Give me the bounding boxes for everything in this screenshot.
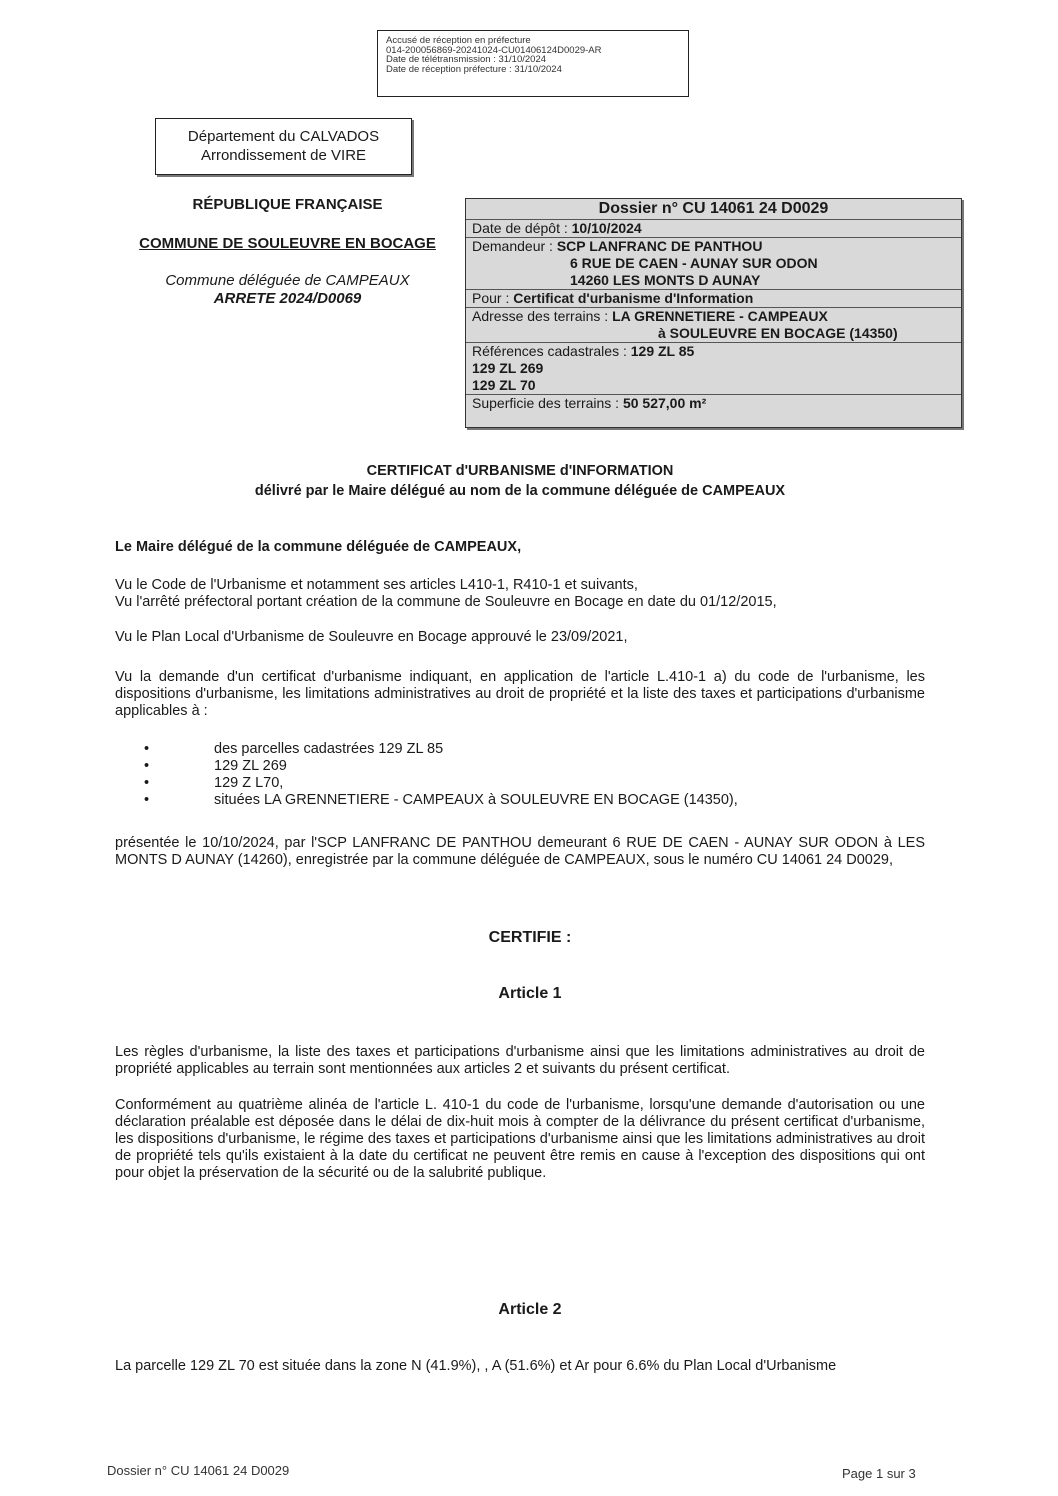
pour-row [466, 290, 961, 308]
superficie-value: 50 527,00 m² [622, 395, 707, 411]
superficie-row [466, 395, 961, 412]
depot-row [466, 220, 961, 238]
vu-paragraph: Vu l'arrêté préfectoral portant création de la commune de Souleuvre en Bocage en date du 01/12/2015, [115, 594, 777, 610]
stamp-line: Date de réception préfecture : 31/10/2024 [386, 63, 562, 75]
stamp-line: Date de télétransmission : 31/10/2024 [386, 54, 547, 65]
demandeur-row [466, 238, 961, 290]
depot-value: 10/10/2024 [571, 220, 642, 236]
bullet-icon: • [144, 775, 150, 791]
arrete-number: ARRETE 2024/D0069 [213, 290, 362, 307]
dossier-box [465, 198, 962, 428]
bullet-icon: • [144, 741, 150, 757]
list-item-text: situées LA GRENNETIERE - CAMPEAUX à SOULEUVRE EN BOCAGE (14350), [214, 792, 738, 808]
adresse-label: Adresse des terrains : [472, 308, 613, 324]
pour-value: Certificat d'urbanisme d'Information [513, 290, 754, 306]
certificat-title: CERTIFICAT d'URBANISME d'INFORMATION [366, 463, 674, 479]
article-1-paragraph: Conformément au quatrième alinéa de l'article L. 410-1 du code de l'urbanisme, lorsqu'une demande d'autorisation ou une déclaration préalable est déposée dans le délai de dix-huit mois à compter de la délivrance du présent certificat d'urbanisme, les dispositions d'urbanisme, le régime des taxes et participations d'urbanisme ainsi que les limitations administratives au droit de propriété tels qu'ils existaient à la date du certificat ne peuvent être remis en cause à l'exception des dispositions qui ont pour objet la préservation de la sécurité ou de la salubrité publique. [115, 1097, 925, 1181]
commune-heading: COMMUNE DE SOULEUVRE EN BOCAGE [139, 235, 436, 252]
adresse-value-line2: à SOULEUVRE EN BOCAGE (14350) [658, 325, 898, 341]
list-item [140, 758, 920, 775]
list-item [140, 792, 920, 809]
vu-demande-paragraph: Vu la demande d'un certificat d'urbanisme indiquant, en application de l'article L.410-1 a) du code de l'urbanisme, les dispositions d'urbanisme, les limitations administratives au droit de propriété et la liste des taxes et participations d'urbanisme applicables à : [115, 669, 925, 719]
certificat-subtitle: délivré par le Maire délégué au nom de la commune déléguée de CAMPEAUX [254, 483, 786, 499]
vu-paragraph: Vu le Plan Local d'Urbanisme de Souleuvre en Bocage approuvé le 23/09/2021, [115, 629, 628, 645]
demandeur-name: SCP LANFRANC DE PANTHOU [556, 238, 763, 254]
dossier-title: Dossier n° CU 14061 24 D0029 [466, 199, 961, 220]
demandeur-address-line: 6 RUE DE CAEN - AUNAY SUR ODON [570, 255, 818, 271]
article-2-paragraph: La parcelle 129 ZL 70 est située dans la zone N (41.9%), , A (51.6%) et Ar pour 6.6% du Plan Local d'Urbanisme [115, 1358, 837, 1374]
list-item-text: 129 ZL 269 [214, 758, 287, 774]
superficie-label: Superficie des terrains : [472, 395, 623, 411]
bullet-icon: • [144, 792, 150, 808]
vu-paragraph: Vu le Code de l'Urbanisme et notamment ses articles L410-1, R410-1 et suivants, [115, 577, 638, 593]
reference-value: 129 ZL 70 [472, 377, 536, 393]
list-item [140, 741, 920, 758]
footer-dossier: Dossier n° CU 14061 24 D0029 [107, 1463, 290, 1478]
intro-paragraph: Le Maire délégué de la commune déléguée de CAMPEAUX, [115, 539, 522, 555]
article-1-paragraph: Les règles d'urbanisme, la liste des taxes et participations d'urbanisme ainsi que les limitations administratives au droit de propriété applicables au terrain sont mentionnées aux articles 2 et suivants du présent certificat. [115, 1044, 925, 1077]
list-item-text: des parcelles cadastrées 129 ZL 85 [214, 741, 444, 757]
bullet-icon: • [144, 758, 150, 774]
list-item [140, 775, 920, 792]
references-row [466, 343, 961, 395]
presentee-paragraph: présentée le 10/10/2024, par l'SCP LANFRANC DE PANTHOU demeurant 6 RUE DE CAEN - AUNAY SUR ODON à LES MONTS D AUNAY (14260), enregistrée par la commune déléguée de CAMPEAUX, sous le numéro CU 14061 24 D0029, [115, 835, 925, 868]
stamp-line: 014-200056869-20241024-CU01406124D0029-AR [386, 44, 602, 56]
list-item-text: 129 Z L70, [214, 775, 284, 791]
adresse-row [466, 308, 961, 343]
reference-value: 129 ZL 85 [630, 343, 695, 359]
article-2-heading: Article 2 [498, 1301, 562, 1318]
adresse-value: LA GRENNETIERE - CAMPEAUX [612, 308, 828, 324]
republique-heading: RÉPUBLIQUE FRANÇAISE [192, 196, 383, 213]
parcel-list [140, 741, 920, 809]
prefecture-receipt-stamp [377, 30, 689, 97]
demandeur-address-line: 14260 LES MONTS D AUNAY [570, 272, 761, 288]
certifie-heading: CERTIFIE : [488, 929, 572, 946]
demandeur-label: Demandeur : [472, 238, 557, 254]
commune-deleguee-label: Commune déléguée de CAMPEAUX [165, 272, 410, 289]
departement-label: Département du CALVADOS [187, 128, 380, 145]
depot-label: Date de dépôt : [472, 220, 572, 236]
reference-value: 129 ZL 269 [472, 360, 544, 376]
pour-label: Pour : [472, 290, 514, 306]
departement-box [155, 118, 412, 175]
footer-page-number: Page 1 sur 3 [842, 1466, 916, 1481]
article-1-heading: Article 1 [498, 985, 562, 1002]
arrondissement-label: Arrondissement de VIRE [200, 147, 367, 164]
stamp-line: Accusé de réception en préfecture [386, 35, 531, 46]
references-label: Références cadastrales : [472, 343, 631, 359]
